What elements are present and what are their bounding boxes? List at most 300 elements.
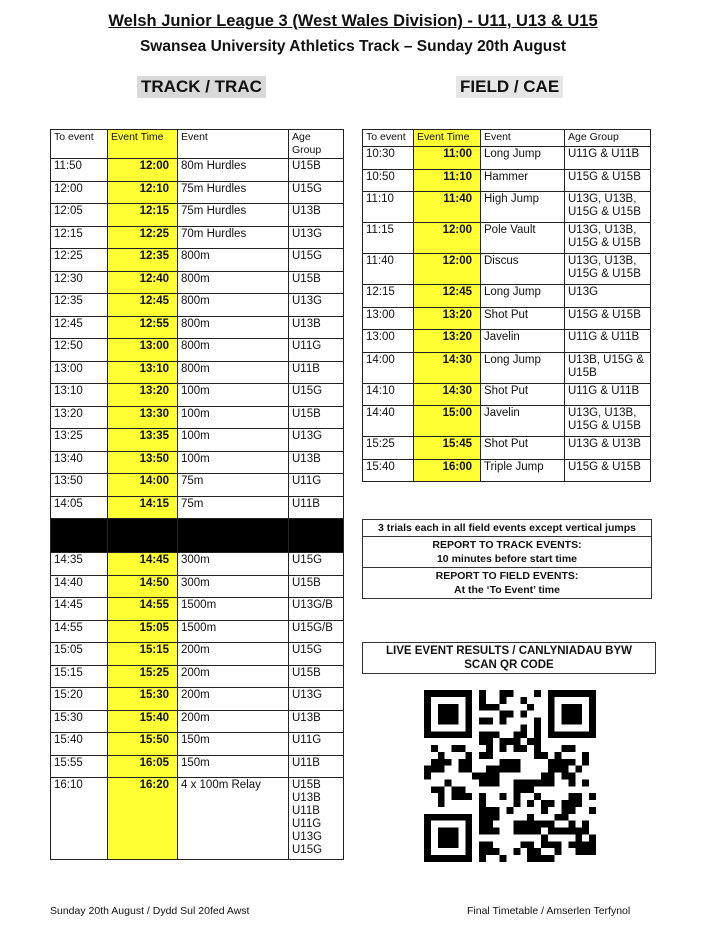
table-row bbox=[51, 429, 344, 452]
footer-date: Sunday 20th August / Dydd Sul 20fed Awst bbox=[50, 905, 250, 917]
qr-module bbox=[589, 848, 596, 855]
qr-module bbox=[548, 690, 555, 697]
qr-module bbox=[562, 766, 569, 773]
qr-module bbox=[507, 759, 514, 766]
qr-module bbox=[513, 745, 520, 752]
cell-event: 800m bbox=[178, 294, 289, 317]
cell-event: 300m bbox=[178, 575, 289, 598]
trials-note: 3 trials each in all field events except vertical jumps bbox=[363, 520, 651, 537]
cell-age-group: U11G bbox=[289, 339, 344, 362]
live-results-box: LIVE EVENT RESULTS / CANLYNIADAU BYW SCAN QR CODE bbox=[362, 642, 656, 674]
cell-to-event: 13:50 bbox=[51, 474, 108, 497]
qr-module bbox=[568, 704, 575, 711]
qr-module bbox=[548, 711, 555, 718]
footer-timetable-label: Final Timetable / Amserlen Terfynol bbox=[467, 905, 631, 917]
break-divider-row bbox=[51, 519, 344, 553]
qr-module bbox=[555, 731, 562, 738]
qr-module bbox=[486, 807, 493, 814]
field-schedule-table bbox=[362, 129, 651, 482]
qr-module bbox=[541, 752, 548, 759]
qr-module bbox=[486, 841, 493, 848]
qr-module bbox=[452, 834, 459, 841]
cell-event-time: 13:35 bbox=[108, 429, 178, 452]
qr-module bbox=[534, 718, 541, 725]
cell-to-event: 12:15 bbox=[51, 226, 108, 249]
cell-event-time: 13:20 bbox=[414, 307, 481, 330]
cell-event-time: 12:45 bbox=[108, 294, 178, 317]
qr-module bbox=[582, 841, 589, 848]
qr-module bbox=[465, 690, 472, 697]
qr-module bbox=[534, 779, 541, 786]
qr-module bbox=[568, 841, 575, 848]
cell-age-group: U15G & U15B bbox=[565, 307, 651, 330]
qr-module bbox=[520, 711, 527, 718]
cell-to-event: 12:35 bbox=[51, 294, 108, 317]
table-row bbox=[51, 204, 344, 227]
qr-module bbox=[452, 814, 459, 821]
cell-event: Javelin bbox=[481, 330, 565, 353]
cell-to-event: 14:45 bbox=[51, 598, 108, 621]
cell-age-group: U15B bbox=[289, 575, 344, 598]
cell-event: Shot Put bbox=[481, 307, 565, 330]
cell-event: 150m bbox=[178, 733, 289, 756]
qr-module bbox=[589, 841, 596, 848]
qr-module bbox=[541, 834, 548, 841]
cell-event: 75m bbox=[178, 474, 289, 497]
cell-to-event: 12:00 bbox=[51, 181, 108, 204]
cell-event-time: 15:45 bbox=[414, 437, 481, 460]
qr-module bbox=[445, 690, 452, 697]
qr-module bbox=[493, 814, 500, 821]
qr-module bbox=[438, 855, 445, 862]
cell-event: High Jump bbox=[481, 192, 565, 223]
qr-module bbox=[548, 779, 555, 786]
table-row bbox=[363, 254, 651, 285]
qr-module bbox=[431, 731, 438, 738]
qr-module bbox=[527, 704, 534, 711]
qr-module bbox=[445, 828, 452, 835]
table-row bbox=[363, 285, 651, 308]
table-row bbox=[51, 620, 344, 643]
qr-module bbox=[479, 855, 486, 862]
qr-module bbox=[527, 828, 534, 835]
qr-module bbox=[479, 697, 486, 704]
qr-module bbox=[534, 738, 541, 745]
qr-module bbox=[582, 779, 589, 786]
qr-module bbox=[500, 690, 507, 697]
qr-module bbox=[562, 731, 569, 738]
cell-to-event: 14:10 bbox=[363, 383, 414, 406]
table-row bbox=[51, 733, 344, 756]
cell-age-group: U13G, U13B, U15G & U15B bbox=[565, 192, 651, 223]
table-row bbox=[51, 778, 344, 860]
qr-module bbox=[568, 828, 575, 835]
qr-module bbox=[445, 814, 452, 821]
qr-module bbox=[562, 704, 569, 711]
cell-age-group: U13G bbox=[289, 688, 344, 711]
cell-event-time: 11:10 bbox=[414, 169, 481, 192]
qr-module bbox=[582, 828, 589, 835]
qr-module bbox=[507, 766, 514, 773]
cell-event-time: 16:00 bbox=[414, 459, 481, 482]
qr-module bbox=[589, 704, 596, 711]
cell-age-group: U13G bbox=[565, 285, 651, 308]
cell-event: 200m bbox=[178, 643, 289, 666]
cell-to-event: 15:55 bbox=[51, 755, 108, 778]
qr-module bbox=[486, 745, 493, 752]
cell-event: Shot Put bbox=[481, 437, 565, 460]
qr-module bbox=[424, 731, 431, 738]
cell-event: 100m bbox=[178, 451, 289, 474]
cell-event: Long Jump bbox=[481, 352, 565, 383]
qr-module bbox=[513, 848, 520, 855]
qr-module bbox=[568, 793, 575, 800]
qr-module bbox=[431, 814, 438, 821]
cell-age-group: U11G & U11B bbox=[565, 330, 651, 353]
qr-module bbox=[527, 779, 534, 786]
cell-age-group: U13B bbox=[289, 710, 344, 733]
cell-event: 1500m bbox=[178, 598, 289, 621]
cell-event: 80m Hurdles bbox=[178, 159, 289, 182]
qr-module bbox=[541, 855, 548, 862]
qr-module bbox=[424, 724, 431, 731]
qr-module bbox=[438, 704, 445, 711]
cell-to-event: 10:30 bbox=[363, 147, 414, 170]
cell-event: Discus bbox=[481, 254, 565, 285]
qr-module bbox=[548, 821, 555, 828]
cell-event-time: 12:15 bbox=[108, 204, 178, 227]
qr-module bbox=[575, 690, 582, 697]
qr-module bbox=[562, 718, 569, 725]
cell-to-event: 14:05 bbox=[51, 496, 108, 519]
qr-module bbox=[527, 800, 534, 807]
cell-event-time: 14:15 bbox=[108, 496, 178, 519]
cell-age-group: U13B bbox=[289, 451, 344, 474]
qr-module bbox=[493, 766, 500, 773]
cell-event: Javelin bbox=[481, 406, 565, 437]
qr-module bbox=[486, 704, 493, 711]
qr-module bbox=[424, 821, 431, 828]
qr-module bbox=[582, 752, 589, 759]
qr-module bbox=[479, 814, 486, 821]
qr-module bbox=[445, 711, 452, 718]
qr-module bbox=[520, 745, 527, 752]
qr-module bbox=[500, 759, 507, 766]
cell-to-event: 11:40 bbox=[363, 254, 414, 285]
qr-module bbox=[568, 690, 575, 697]
qr-module bbox=[445, 718, 452, 725]
cell-event: Long Jump bbox=[481, 285, 565, 308]
page-title: Welsh Junior League 3 (West Wales Division) - U11, U13 & U15 bbox=[108, 12, 598, 30]
qr-module bbox=[465, 704, 472, 711]
qr-module bbox=[424, 718, 431, 725]
qr-module bbox=[548, 724, 555, 731]
qr-module bbox=[424, 814, 431, 821]
qr-module bbox=[493, 779, 500, 786]
qr-module bbox=[452, 718, 459, 725]
cell-age-group: U13G bbox=[289, 226, 344, 249]
qr-module bbox=[465, 814, 472, 821]
qr-module bbox=[486, 731, 493, 738]
qr-module bbox=[465, 711, 472, 718]
cell-age-group: U15G bbox=[289, 384, 344, 407]
qr-module bbox=[534, 828, 541, 835]
qr-module bbox=[465, 697, 472, 704]
qr-module bbox=[568, 821, 575, 828]
qr-module bbox=[575, 848, 582, 855]
track-report-note: REPORT TO TRACK EVENTS: 10 minutes before start time bbox=[363, 537, 651, 568]
qr-module bbox=[534, 793, 541, 800]
table-row bbox=[51, 226, 344, 249]
qr-module bbox=[555, 752, 562, 759]
table-row bbox=[363, 147, 651, 170]
qr-module bbox=[500, 745, 507, 752]
qr-module bbox=[452, 704, 459, 711]
cell-event: 800m bbox=[178, 339, 289, 362]
cell-event-time: 14:55 bbox=[108, 598, 178, 621]
cell-to-event: 15:15 bbox=[51, 665, 108, 688]
cell-age-group: U15G bbox=[289, 249, 344, 272]
qr-module bbox=[424, 690, 431, 697]
qr-module bbox=[431, 786, 438, 793]
cell-event: 200m bbox=[178, 688, 289, 711]
qr-module bbox=[568, 718, 575, 725]
qr-module bbox=[500, 738, 507, 745]
cell-to-event: 10:50 bbox=[363, 169, 414, 192]
cell-event-time: 12:45 bbox=[414, 285, 481, 308]
qr-module bbox=[507, 690, 514, 697]
cell-event: 800m bbox=[178, 271, 289, 294]
qr-module bbox=[445, 779, 452, 786]
qr-module bbox=[534, 690, 541, 697]
table-row bbox=[363, 330, 651, 353]
cell-age-group: U13G, U13B, U15G & U15B bbox=[565, 254, 651, 285]
qr-module bbox=[452, 786, 459, 793]
cell-event: 200m bbox=[178, 665, 289, 688]
cell-to-event: 13:20 bbox=[51, 406, 108, 429]
qr-module bbox=[452, 828, 459, 835]
qr-module bbox=[541, 841, 548, 848]
qr-module bbox=[555, 814, 562, 821]
table-row bbox=[363, 192, 651, 223]
table-row bbox=[363, 406, 651, 437]
table-header-row bbox=[51, 130, 344, 159]
qr-module bbox=[582, 759, 589, 766]
header-to-event: To event bbox=[363, 130, 414, 147]
cell-age-group: U11G & U11B bbox=[565, 383, 651, 406]
cell-to-event: 14:35 bbox=[51, 553, 108, 576]
cell-event-time: 15:05 bbox=[108, 620, 178, 643]
qr-module bbox=[548, 828, 555, 835]
qr-module bbox=[465, 724, 472, 731]
qr-module bbox=[438, 828, 445, 835]
qr-module bbox=[438, 711, 445, 718]
qr-module bbox=[548, 773, 555, 780]
qr-module bbox=[486, 848, 493, 855]
header-to-event: To event bbox=[51, 130, 108, 159]
qr-module bbox=[562, 759, 569, 766]
qr-module bbox=[424, 766, 431, 773]
cell-age-group: U13G bbox=[289, 429, 344, 452]
qr-module bbox=[548, 855, 555, 862]
qr-module bbox=[520, 841, 527, 848]
table-row bbox=[363, 383, 651, 406]
qr-module bbox=[541, 821, 548, 828]
cell-age-group: U15G bbox=[289, 643, 344, 666]
cell-to-event: 11:10 bbox=[363, 192, 414, 223]
cell-age-group: U13B bbox=[289, 204, 344, 227]
qr-module bbox=[465, 759, 472, 766]
qr-module bbox=[520, 724, 527, 731]
qr-module bbox=[438, 841, 445, 848]
qr-module bbox=[452, 855, 459, 862]
table-row bbox=[51, 181, 344, 204]
cell-to-event: 13:00 bbox=[363, 307, 414, 330]
cell-event: 1500m bbox=[178, 620, 289, 643]
cell-event-time: 14:30 bbox=[414, 352, 481, 383]
cell-age-group: U11B bbox=[289, 755, 344, 778]
table-row bbox=[363, 459, 651, 482]
cell-to-event: 13:40 bbox=[51, 451, 108, 474]
qr-module bbox=[548, 704, 555, 711]
qr-module bbox=[548, 800, 555, 807]
cell-to-event: 12:05 bbox=[51, 204, 108, 227]
qr-module bbox=[527, 848, 534, 855]
qr-module bbox=[555, 759, 562, 766]
cell-to-event: 14:55 bbox=[51, 620, 108, 643]
qr-module bbox=[431, 766, 438, 773]
qr-module bbox=[493, 828, 500, 835]
cell-to-event: 12:30 bbox=[51, 271, 108, 294]
qr-module bbox=[465, 841, 472, 848]
qr-module bbox=[438, 759, 445, 766]
qr-module bbox=[438, 718, 445, 725]
qr-module bbox=[424, 711, 431, 718]
qr-module bbox=[500, 697, 507, 704]
qr-module bbox=[548, 731, 555, 738]
qr-module bbox=[452, 841, 459, 848]
qr-module bbox=[513, 821, 520, 828]
table-row bbox=[51, 643, 344, 666]
qr-module bbox=[472, 773, 479, 780]
qr-module bbox=[568, 759, 575, 766]
qr-module bbox=[520, 697, 527, 704]
cell-event-time: 15:25 bbox=[108, 665, 178, 688]
cell-event-time: 15:15 bbox=[108, 643, 178, 666]
qr-module bbox=[520, 786, 527, 793]
qr-module bbox=[513, 786, 520, 793]
qr-module bbox=[575, 718, 582, 725]
qr-module bbox=[486, 821, 493, 828]
qr-module bbox=[465, 752, 472, 759]
qr-module bbox=[513, 731, 520, 738]
cell-age-group: U13B, U15G & U15B bbox=[565, 352, 651, 383]
cell-event-time: 11:00 bbox=[414, 147, 481, 170]
qr-module bbox=[589, 793, 596, 800]
qr-module bbox=[493, 731, 500, 738]
qr-module bbox=[568, 807, 575, 814]
cell-event-time: 12:00 bbox=[108, 159, 178, 182]
qr-module bbox=[479, 731, 486, 738]
qr-module bbox=[568, 745, 575, 752]
table-row bbox=[363, 223, 651, 254]
qr-module bbox=[431, 855, 438, 862]
cell-event-time: 14:30 bbox=[414, 383, 481, 406]
page-subtitle: Swansea University Athletics Track – Sunday 20th August bbox=[139, 38, 567, 55]
qr-module bbox=[438, 814, 445, 821]
qr-module bbox=[424, 848, 431, 855]
field-notes-box bbox=[362, 519, 652, 599]
table-row bbox=[51, 339, 344, 362]
qr-module bbox=[424, 834, 431, 841]
qr-module bbox=[582, 731, 589, 738]
cell-event-time: 12:25 bbox=[108, 226, 178, 249]
qr-module bbox=[500, 793, 507, 800]
table-row bbox=[51, 271, 344, 294]
qr-module bbox=[445, 731, 452, 738]
cell-to-event: 15:05 bbox=[51, 643, 108, 666]
table-row bbox=[51, 575, 344, 598]
qr-module bbox=[493, 848, 500, 855]
qr-module bbox=[500, 718, 507, 725]
qr-module bbox=[479, 704, 486, 711]
qr-module bbox=[568, 711, 575, 718]
qr-code-icon[interactable] bbox=[424, 690, 596, 862]
qr-module bbox=[534, 752, 541, 759]
qr-module bbox=[479, 821, 486, 828]
qr-module bbox=[575, 800, 582, 807]
cell-event: 4 x 100m Relay bbox=[178, 778, 289, 860]
qr-module bbox=[520, 731, 527, 738]
qr-module bbox=[479, 752, 486, 759]
qr-module bbox=[438, 786, 445, 793]
qr-module bbox=[562, 711, 569, 718]
qr-module bbox=[424, 855, 431, 862]
table-header-row bbox=[363, 130, 651, 147]
qr-module bbox=[465, 834, 472, 841]
qr-module bbox=[465, 855, 472, 862]
cell-to-event: 14:00 bbox=[363, 352, 414, 383]
cell-event: 200m bbox=[178, 710, 289, 733]
cell-age-group: U11G bbox=[289, 474, 344, 497]
qr-module bbox=[562, 690, 569, 697]
cell-to-event: 13:10 bbox=[51, 384, 108, 407]
cell-event: 100m bbox=[178, 406, 289, 429]
qr-module bbox=[438, 800, 445, 807]
qr-module bbox=[445, 855, 452, 862]
cell-to-event: 15:40 bbox=[51, 733, 108, 756]
qr-module bbox=[568, 773, 575, 780]
qr-module bbox=[479, 841, 486, 848]
qr-module bbox=[493, 704, 500, 711]
qr-module bbox=[534, 855, 541, 862]
cell-age-group: U15G & U15B bbox=[565, 459, 651, 482]
qr-module bbox=[548, 718, 555, 725]
cell-event-time: 13:20 bbox=[108, 384, 178, 407]
qr-module bbox=[486, 814, 493, 821]
cell-event-time: 12:00 bbox=[414, 223, 481, 254]
track-schedule-table bbox=[50, 129, 344, 860]
cell-age-group: U15B bbox=[289, 159, 344, 182]
table-row bbox=[51, 688, 344, 711]
qr-module bbox=[562, 814, 569, 821]
qr-module bbox=[555, 848, 562, 855]
cell-event: 100m bbox=[178, 429, 289, 452]
qr-module bbox=[438, 766, 445, 773]
qr-module bbox=[438, 752, 445, 759]
cell-event: 100m bbox=[178, 384, 289, 407]
qr-module bbox=[465, 793, 472, 800]
